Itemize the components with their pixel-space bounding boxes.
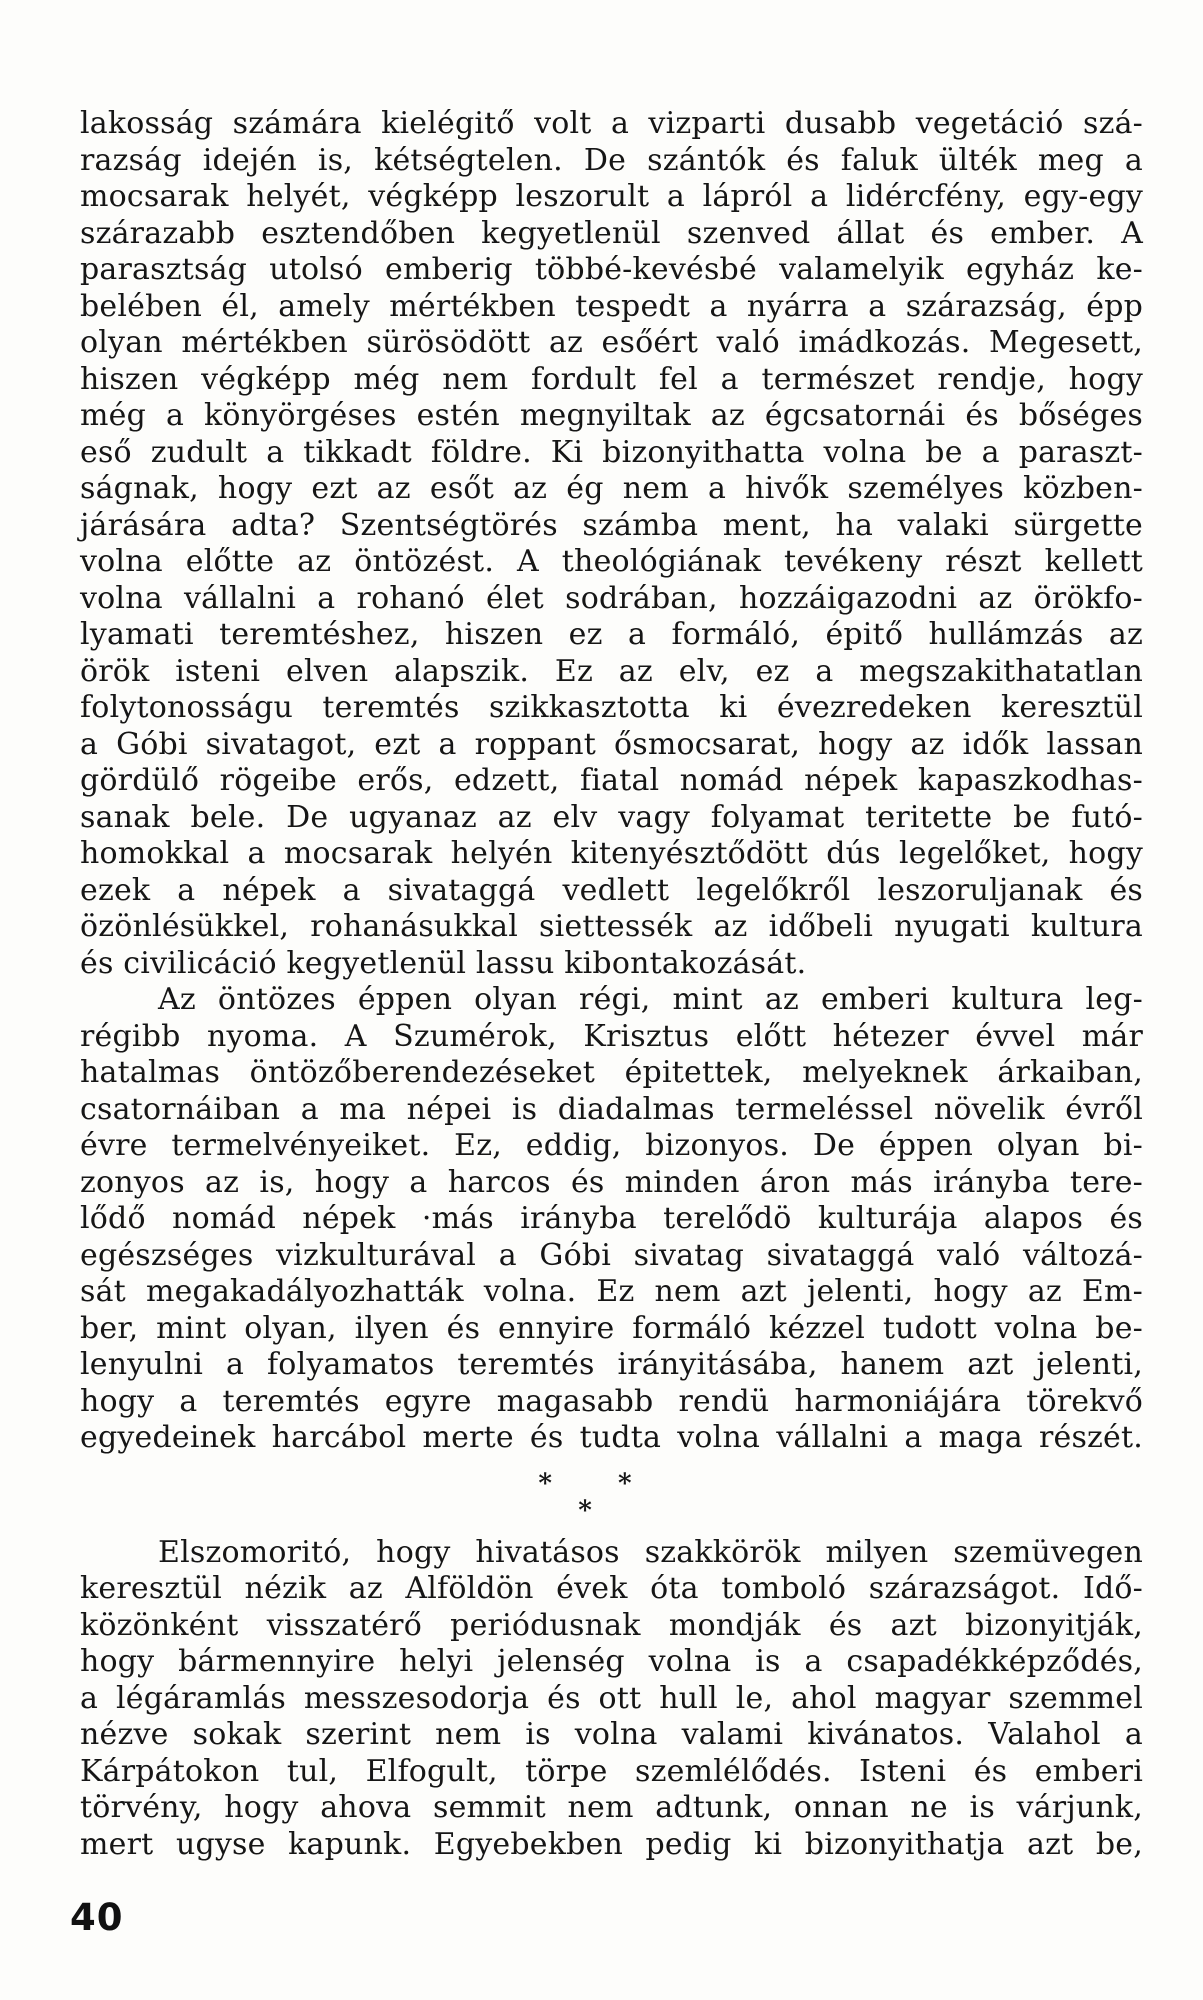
text-line: ber, mint olyan, ilyen és ennyire formáló kézzel tudott volna be- [80,1310,1143,1346]
text-line: keresztül nézik az Alföldön évek óta tomboló szárazságot. Idő- [80,1571,1143,1606]
text-line: sát megakadályozhatták volna. Ez nem azt jelenti, hogy az Em- [80,1274,1143,1309]
text-line: közönként visszatérő periódusnak mondják és azt bizonyitják, [80,1607,1143,1643]
text-line: parasztság utolsó emberig többé-kevésbé valamelyik egyház ke- [80,252,1143,287]
text-line: járására adta? Szentségtörés számba ment, ha valaki sürgette [80,507,1143,543]
text-line: folytonosságu teremtés szikkasztotta ki évezredeken keresztül [80,690,1143,725]
body-text [80,106,1143,1863]
text-line: belében él, amely mértékben tespedt a nyárra a szárazság, épp [80,288,1143,324]
text-line: szárazabb esztendőben kegyetlenül szenved állat és ember. A [80,215,1143,251]
text-line: eső zudult a tikkadt földre. Ki bizonyithatta volna be a paraszt- [80,434,1143,470]
text-line: hiszen végképp még nem fordult fel a természet rendje, hogy [80,361,1143,397]
text-line: hogy bármennyire helyi jelenség volna is a csapadékképződés, [80,1644,1143,1679]
text-line: özönlésükkel, rohanásukkal siettessék az időbeli nyugati kultura [80,909,1143,944]
text-line: homokkal a mocsarak helyén kitenyésztődött dús legelőket, hogy [80,836,1143,871]
text-line: Kárpátokon tul, Elfogult, törpe szemlélődés. Isteni és emberi [80,1753,1143,1789]
page-number: 40 [70,1896,124,1939]
text-line: évre termelvényeiket. Ez, eddig, bizonyos. De éppen olyan bi- [80,1128,1143,1163]
text-line: gördülő rögeibe erős, edzett, fiatal nomád népek kapaszkodhas- [80,763,1143,798]
paragraph-3 [80,1535,1143,1864]
text-line: a Góbi sivatagot, ezt a roppant ősmocsarat, hogy az idők lassan [80,726,1143,762]
text-line: örök isteni elven alapszik. Ez az elv, ez a megszakithatatlan [80,653,1143,689]
text-line: hatalmas öntözőberendezéseket épitettek, melyeknek árkaiban, [80,1055,1143,1090]
text-line: lakosság számára kielégitő volt a vizparti dusabb vegetáció szá- [80,106,1143,141]
text-line: és civilicáció kegyetlenül lassu kibontakozását. [80,945,807,981]
text-line: még a könyörgéses estén megnyiltak az égcsatornái és bőséges [80,398,1143,433]
text-line: egészséges vizkulturával a Góbi sivatag sivataggá való változá- [80,1237,1143,1273]
text-line: lyamati teremtéshez, hiszen ez a formáló, épitő hullámzás az [80,617,1143,652]
asterisk-glyph: * [578,1495,592,1526]
text-line: volna vállalni a rohanó élet sodrában, hozzáigazodni az örökfo- [80,580,1143,616]
text-line: mert ugyse kapunk. Egyebekben pedig ki bizonyithatja azt be, [80,1826,1143,1862]
separator-top-row [80,1468,1090,1499]
text-line: Az öntözes éppen olyan régi, mint az emberi kultura leg- [158,982,1143,1017]
text-line: volna előtte az öntözést. A theológiának tevékeny részt kellett [80,544,1143,579]
asterisk-separator [80,1468,1090,1526]
text-line: csatornáiban a ma népei is diadalmas termeléssel növelik évről [80,1091,1143,1127]
text-line: ezek a népek a sivataggá vedlett legelőkről leszoruljanak és [80,872,1143,908]
text-line: hogy a teremtés egyre magasabb rendü harmoniájára törekvő [80,1383,1143,1419]
text-line: sanak bele. De ugyanaz az elv vagy folyamat teritette be futó- [80,799,1143,835]
text-line: Elszomoritó, hogy hivatásos szakkörök milyen szemüvegen [158,1534,1143,1570]
text-line: egyedeinek harcábol merte és tudta volna vállalni a maga részét. [80,1420,1143,1455]
asterisk-glyph: * [538,1468,552,1499]
text-line: zonyos az is, hogy a harcos és minden áron más irányba tere- [80,1164,1143,1200]
text-line: olyan mértékben sürösödött az esőért való imádkozás. Megesett, [80,325,1143,360]
text-line: régibb nyoma. A Szumérok, Krisztus előtt hétezer évvel már [80,1018,1143,1054]
text-line: mocsarak helyét, végképp leszorult a lápról a lidércfény, egy-egy [80,179,1143,214]
text-line: razság idején is, kétségtelen. De szántók és faluk ülték meg a [80,142,1143,178]
text-line: nézve sokak szerint nem is volna valami kivánatos. Valahol a [80,1717,1143,1752]
paragraph-1 [80,106,1143,982]
text-line: lődő nomád népek ·más irányba terelődö kulturája alapos és [80,1201,1143,1236]
text-line: a légáramlás messzesodorja és ott hull le, ahol magyar szemmel [80,1680,1143,1716]
asterisk-glyph: * [618,1468,632,1499]
text-line: lenyulni a folyamatos teremtés irányitásába, hanem azt jelenti, [80,1347,1143,1382]
separator-bottom-row [80,1495,1090,1526]
text-line: törvény, hogy ahova semmit nem adtunk, onnan ne is várjunk, [80,1790,1143,1825]
text-line: ságnak, hogy ezt az esőt az ég nem a hivők személyes közben- [80,471,1143,506]
paragraph-2 [80,982,1143,1457]
